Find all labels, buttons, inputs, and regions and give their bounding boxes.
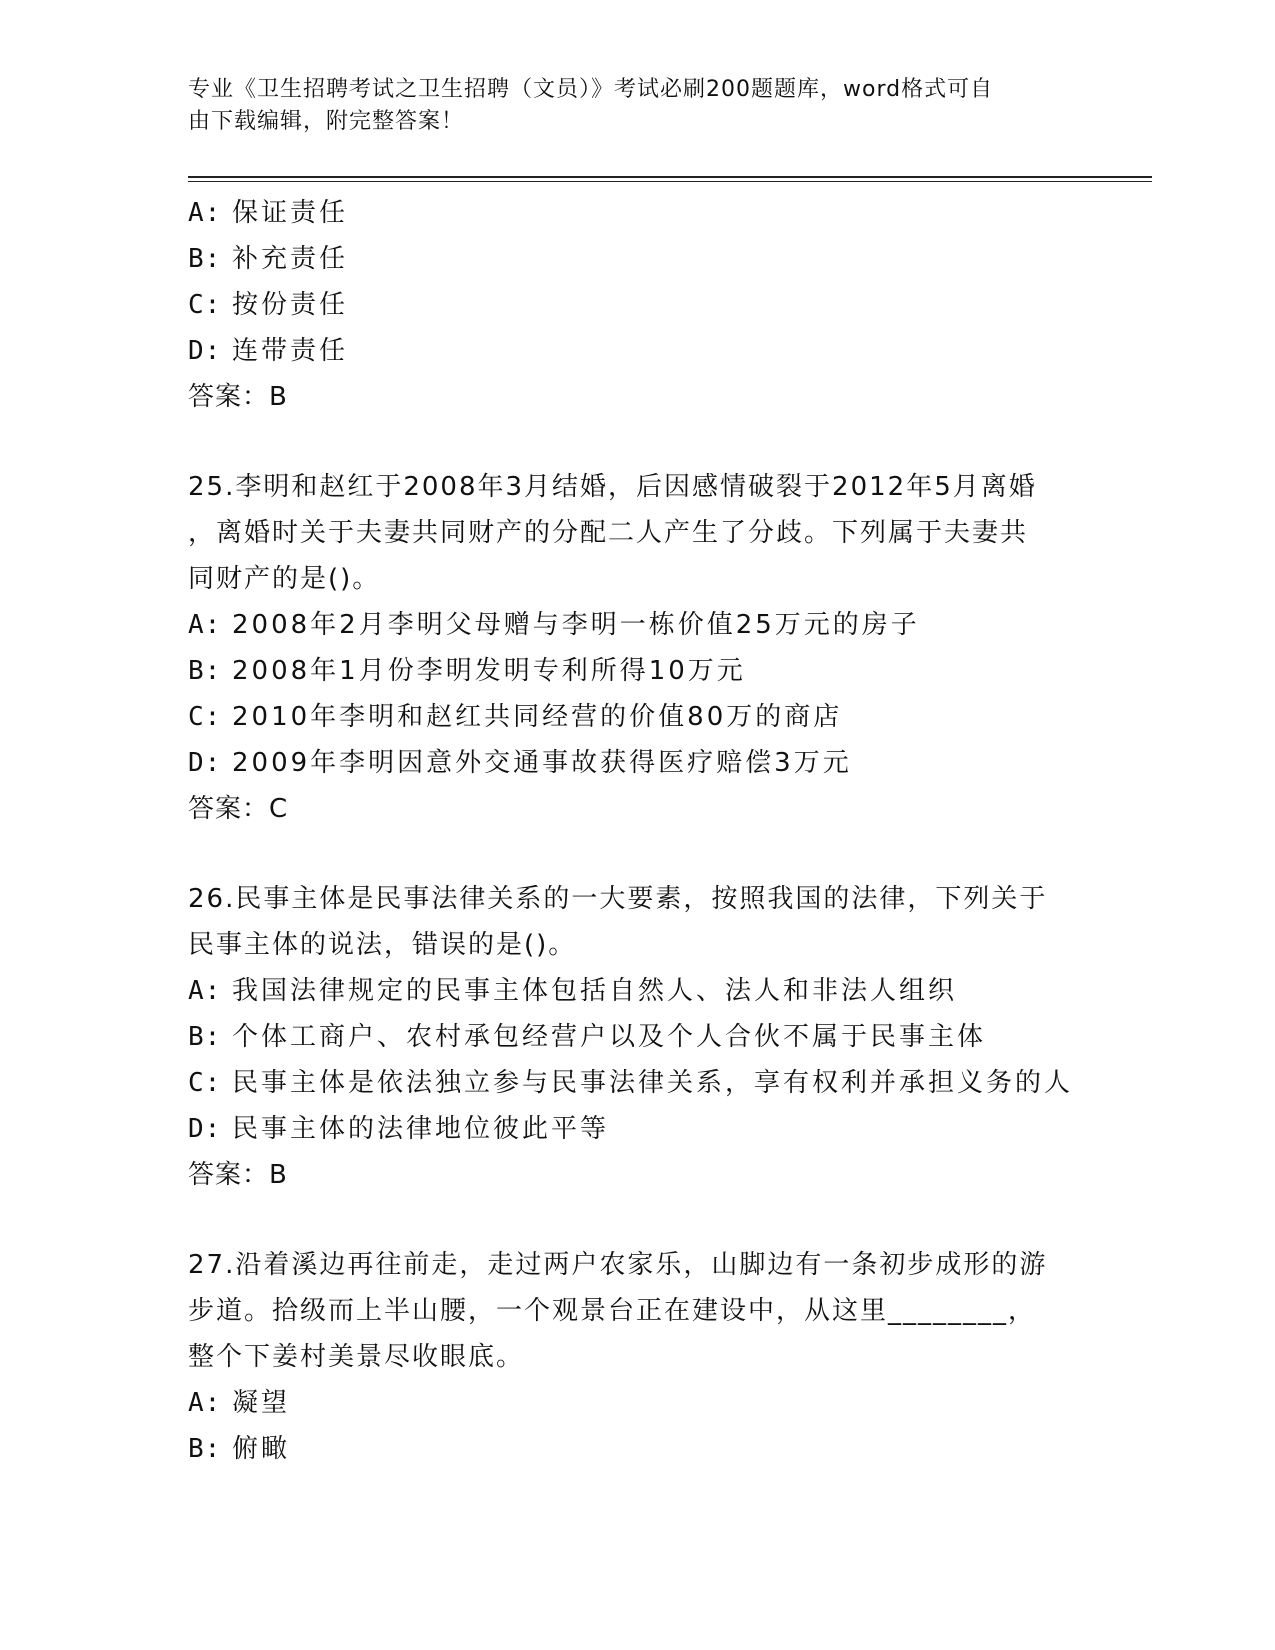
question-24 xyxy=(188,190,1088,420)
option-letter: A: xyxy=(188,1388,222,1418)
option-letter: C: xyxy=(188,290,222,320)
option-letter: B: xyxy=(188,656,222,686)
header-line-2: 由下载编辑，附完整答案！ xyxy=(188,109,465,134)
spacer xyxy=(188,832,1088,876)
question-26 xyxy=(188,876,1088,1198)
option-letter: B: xyxy=(188,244,222,274)
option-letter: B: xyxy=(188,1434,222,1464)
q26-option-c xyxy=(188,1060,1088,1106)
option-text: 个体工商户、农村承包经营户以及个人合伙不属于民事主体 xyxy=(232,1022,987,1052)
option-letter: D: xyxy=(188,336,222,366)
option-letter: B: xyxy=(188,1022,222,1052)
option-letter: A: xyxy=(188,610,222,640)
option-text: 2008年2月李明父母赠与李明一栋价值25万元的房子 xyxy=(232,610,920,640)
option-text: 补充责任 xyxy=(232,244,349,274)
option-text: 我国法律规定的民事主体包括自然人、法人和非法人组织 xyxy=(232,976,958,1006)
q27-stem-line: 步道。拾级而上半山腰，一个观景台正在建设中，从这里________， xyxy=(188,1296,1037,1326)
option-text: 2008年1月份李明发明专利所得10万元 xyxy=(232,656,746,686)
header-rule-thick xyxy=(188,176,1152,178)
option-text: 民事主体的法律地位彼此平等 xyxy=(232,1114,610,1144)
q24-option-b xyxy=(188,236,1088,282)
q25-stem-line: 同财产的是()。 xyxy=(188,564,381,594)
q25-option-a xyxy=(188,602,1088,648)
spacer xyxy=(188,420,1088,464)
option-text: 连带责任 xyxy=(232,336,349,366)
spacer xyxy=(188,1198,1088,1242)
q27-stem-line: 27.沿着溪边再往前走，走过两户农家乐，山脚边有一条初步成形的游 xyxy=(188,1250,1048,1280)
header-line-1: 专业《卫生招聘考试之卫生招聘（文员）》考试必刷200题题库，word格式可自 xyxy=(188,77,994,102)
q26-option-d xyxy=(188,1106,1088,1152)
q26-stem-line: 26.民事主体是民事法律关系的一大要素，按照我国的法律，下列关于 xyxy=(188,884,1048,914)
q27-option-a xyxy=(188,1380,1088,1426)
option-letter: D: xyxy=(188,748,222,778)
q24-option-c xyxy=(188,282,1088,328)
q24-option-a xyxy=(188,190,1088,236)
q25-stem-line: ，离婚时关于夫妻共同财产的分配二人产生了分歧。下列属于夫妻共 xyxy=(188,518,1029,548)
q26-stem-line: 民事主体的说法，错误的是()。 xyxy=(188,930,577,960)
q25-option-b xyxy=(188,648,1088,694)
q25-option-d xyxy=(188,740,1088,786)
question-27 xyxy=(188,1242,1088,1472)
q26-option-a xyxy=(188,968,1088,1014)
option-text: 俯瞰 xyxy=(232,1434,291,1464)
option-letter: C: xyxy=(188,702,222,732)
document-header xyxy=(188,74,1068,138)
q27-option-b xyxy=(188,1426,1088,1472)
q24-answer: 答案：B xyxy=(188,382,288,412)
q24-option-d xyxy=(188,328,1088,374)
header-rule-thin xyxy=(188,181,1152,182)
option-text: 按份责任 xyxy=(232,290,349,320)
option-text: 2010年李明和赵红共同经营的价值80万的商店 xyxy=(232,702,843,732)
option-text: 2009年李明因意外交通事故获得医疗赔偿3万元 xyxy=(232,748,852,778)
q25-stem-line: 25.李明和赵红于2008年3月结婚，后因感情破裂于2012年5月离婚 xyxy=(188,472,1037,502)
q26-option-b xyxy=(188,1014,1088,1060)
option-text: 民事主体是依法独立参与民事法律关系，享有权利并承担义务的人 xyxy=(232,1068,1074,1098)
q26-answer: 答案：B xyxy=(188,1160,288,1190)
option-letter: A: xyxy=(188,198,222,228)
question-25 xyxy=(188,464,1088,832)
option-text: 凝望 xyxy=(232,1388,291,1418)
option-text: 保证责任 xyxy=(232,198,349,228)
q27-stem-line: 整个下姜村美景尽收眼底。 xyxy=(188,1342,525,1372)
q25-answer: 答案：C xyxy=(188,794,289,824)
option-letter: C: xyxy=(188,1068,222,1098)
question-content xyxy=(188,190,1088,1472)
q25-option-c xyxy=(188,694,1088,740)
option-letter: D: xyxy=(188,1114,222,1144)
option-letter: A: xyxy=(188,976,222,1006)
